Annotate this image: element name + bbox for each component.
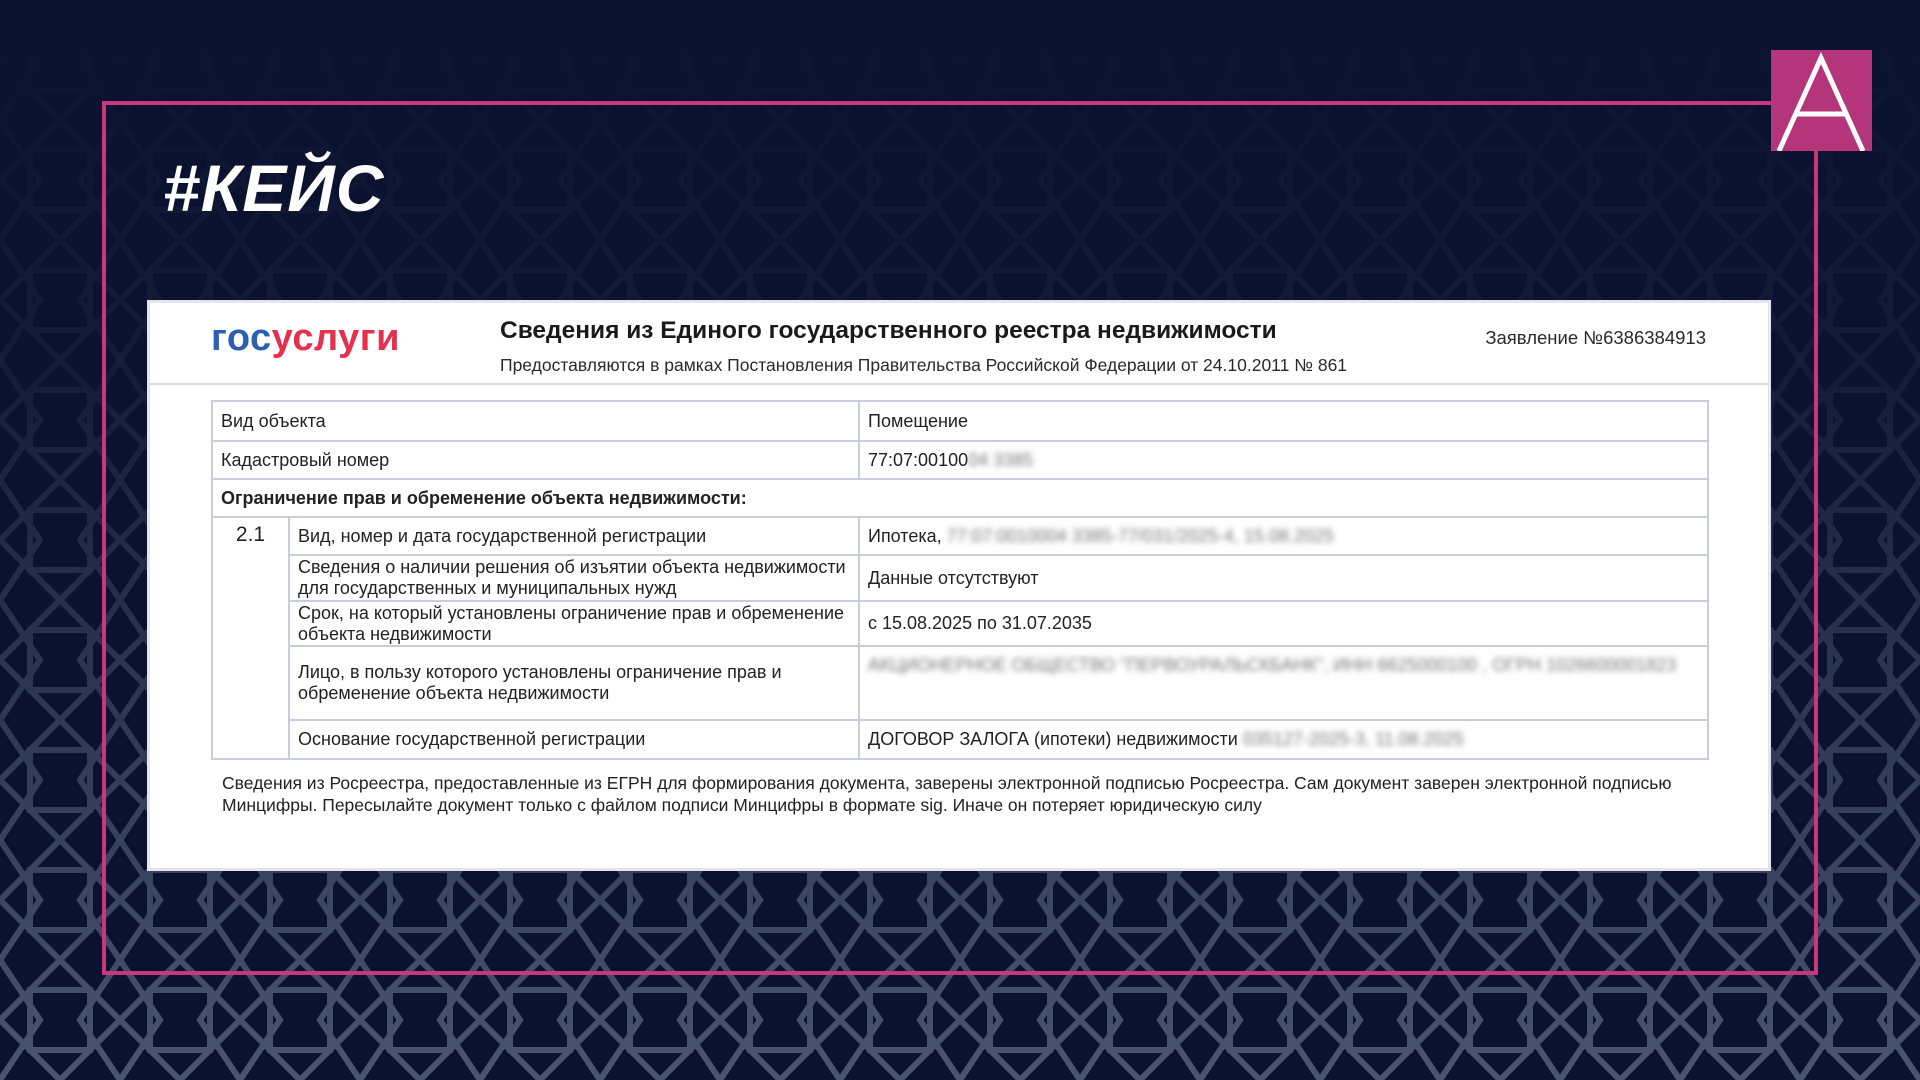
section-number: 2.1 [212, 517, 289, 759]
beneficiary-cell [859, 646, 1708, 720]
table-row [212, 441, 1708, 479]
brand-logo [1771, 50, 1872, 151]
case-hashtag: #КЕЙС [163, 151, 385, 225]
egrn-document [150, 303, 1768, 868]
table-row [212, 555, 1708, 601]
object-type-label: Вид объекта [212, 401, 859, 441]
brand-part2: услуги [271, 317, 400, 359]
basis-value: ДОГОВОР ЗАЛОГА (ипотеки) недвижимости [868, 729, 1238, 749]
signature-note: Сведения из Росреестра, предоставленные из ЕГРН для формирования документа, заверены электронной подписью Росреестра. Сам документ заверен электронной подписью Минцифры. Пересылайте документ только с файлом подписи Минцифры в формате sig. Иначе он потеряет юридическую силу [222, 773, 1672, 815]
cadastral-label: Кадастровый номер [212, 441, 859, 479]
table-row [212, 646, 1708, 720]
cadastral-value: 77:07:00100 [868, 449, 969, 470]
table-row [212, 720, 1708, 759]
cadastral-hidden: 04 3385 [968, 449, 1034, 470]
document-title: Сведения из Единого государственного реестра недвижимости [500, 317, 1277, 344]
table-row [212, 479, 1708, 517]
basis-cell [859, 720, 1708, 759]
table-row [212, 601, 1708, 646]
table-row [212, 517, 1708, 555]
registration-value: Ипотека, [868, 525, 942, 546]
seizure-value: Данные отсутствуют [859, 555, 1708, 601]
application-number: Заявление №6386384913 [1485, 327, 1706, 348]
seizure-label: Сведения о наличии решения об изъятии объекта недвижимости для государственных и муниципальных нужд [289, 555, 859, 601]
term-value: с 15.08.2025 по 31.07.2035 [859, 601, 1708, 646]
basis-hidden: 035127-2025-3, 11.08.2025 [1242, 729, 1464, 749]
registration-hidden: 77:07:0010004 3385-77/031/2025-4, 15.08.2025 [946, 525, 1335, 546]
object-type-value: Помещение [859, 401, 1708, 441]
gosuslugi-logo [211, 317, 400, 360]
beneficiary-hidden: АКЦИОНЕРНОЕ ОБЩЕСТВО "ПЕРВОУРАЛЬСКБАНК", ИНН 6625000100 , ОГРН 1026600001823 [868, 655, 1677, 675]
basis-label: Основание государственной регистрации [289, 720, 859, 759]
registration-label: Вид, номер и дата государственной регистрации [289, 517, 859, 555]
restrictions-heading: Ограничение прав и обременение объекта недвижимости: [212, 479, 1708, 517]
registration-cell [859, 517, 1708, 555]
letter-a-logo-icon [1771, 50, 1872, 151]
table-row [212, 401, 1708, 441]
brand-part1: гос [211, 317, 272, 359]
egrn-table [211, 400, 1709, 760]
beneficiary-label: Лицо, в пользу которого установлены ограничение прав и обременение объекта недвижимости [289, 646, 859, 720]
document-header [150, 303, 1768, 385]
document-subtitle: Предоставляются в рамках Постановления Правительства Российской Федерации от 24.10.2011 № 861 [500, 355, 1348, 375]
term-label: Срок, на который установлены ограничение прав и обременение объекта недвижимости [289, 601, 859, 646]
cadastral-cell [859, 441, 1708, 479]
